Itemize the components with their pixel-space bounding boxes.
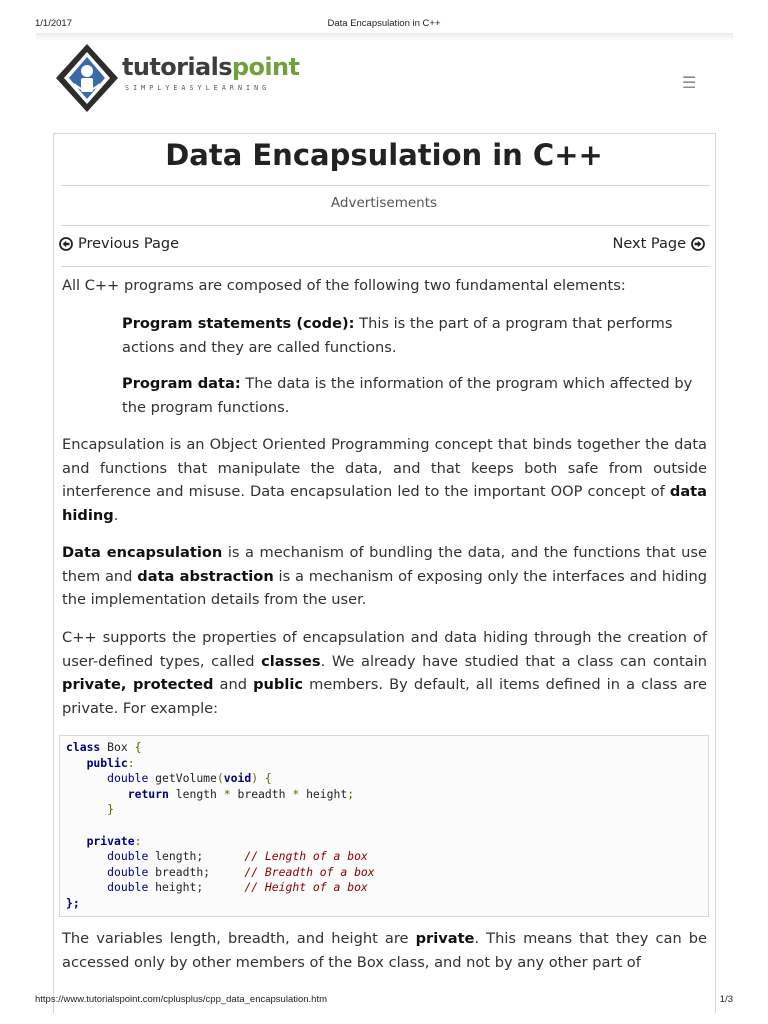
intro-paragraph: All C++ programs are composed of the following two fundamental elements: [62, 277, 626, 294]
definition-term: Program data: [122, 375, 241, 392]
advertisements-label: Advertisements [330, 195, 438, 211]
private-paragraph: The variables length, breadth, and height are private. This means that they can be accessed only by other members of the Box class, and not by any other part of [62, 930, 708, 971]
print-page-number: 1/3 [719, 994, 733, 1005]
nav-divider [61, 266, 710, 267]
site-logo[interactable] [52, 40, 312, 120]
definition-text: This is the part of a program that performs actions and they are called functions. [122, 315, 673, 356]
brand-tagline: SIMPLYEASYLEARNING [125, 84, 271, 92]
definition-item [122, 312, 707, 359]
classes-paragraph: C++ supports the properties of encapsulation and data hiding through the creation of user-defined types, called classes. We already have studied that a class can contain private, protected and public members. By default, all items defined in a class are private. For example: [62, 629, 708, 717]
tutorialspoint-logo-icon [52, 40, 122, 120]
definition-text: The data is the information of the program which affected by the program functions. [122, 375, 693, 416]
definition-term: Program statements (code): [122, 315, 355, 332]
previous-page-link[interactable] [59, 236, 179, 252]
ads-divider [61, 225, 710, 226]
next-page-label: Next Page [612, 236, 686, 252]
hamburger-menu-icon[interactable]: ☰ [682, 73, 697, 92]
brand-name: tutorialspoint [122, 53, 300, 81]
definition-item [122, 372, 707, 419]
page-title: Data Encapsulation in C++ [165, 138, 603, 172]
code-block[interactable]: class Box { public: double getVolume(void) { return length * breadth * height; } private: double length; // Length of a box double breadth; // Breadth of a box double height; // Height of a box }; [59, 735, 709, 917]
print-header [0, 0, 768, 34]
circle-arrow-right-icon [691, 237, 705, 251]
circle-arrow-left-icon [59, 237, 73, 251]
title-divider [61, 185, 710, 186]
next-page-link[interactable] [613, 236, 706, 252]
previous-page-label: Previous Page [78, 236, 179, 252]
print-url: https://www.tutorialspoint.com/cplusplus/cpp_data_encapsulation.htm [35, 994, 328, 1005]
print-date: 1/1/2017 [35, 18, 72, 29]
print-title: Data Encapsulation in C++ [327, 18, 441, 29]
print-footer [0, 994, 768, 1014]
mechanism-paragraph: Data encapsulation is a mechanism of bundling the data, and the functions that use them and data abstraction is a mechanism of exposing only the interfaces and hiding the implementation details from the user. [62, 544, 707, 609]
encapsulation-paragraph: Encapsulation is an Object Oriented Programming concept that binds together the data and functions that manipulate the data, and that keeps both safe from outside interference and misuse. Data encapsulation led to the important OOP concept of data hiding. [62, 436, 707, 524]
